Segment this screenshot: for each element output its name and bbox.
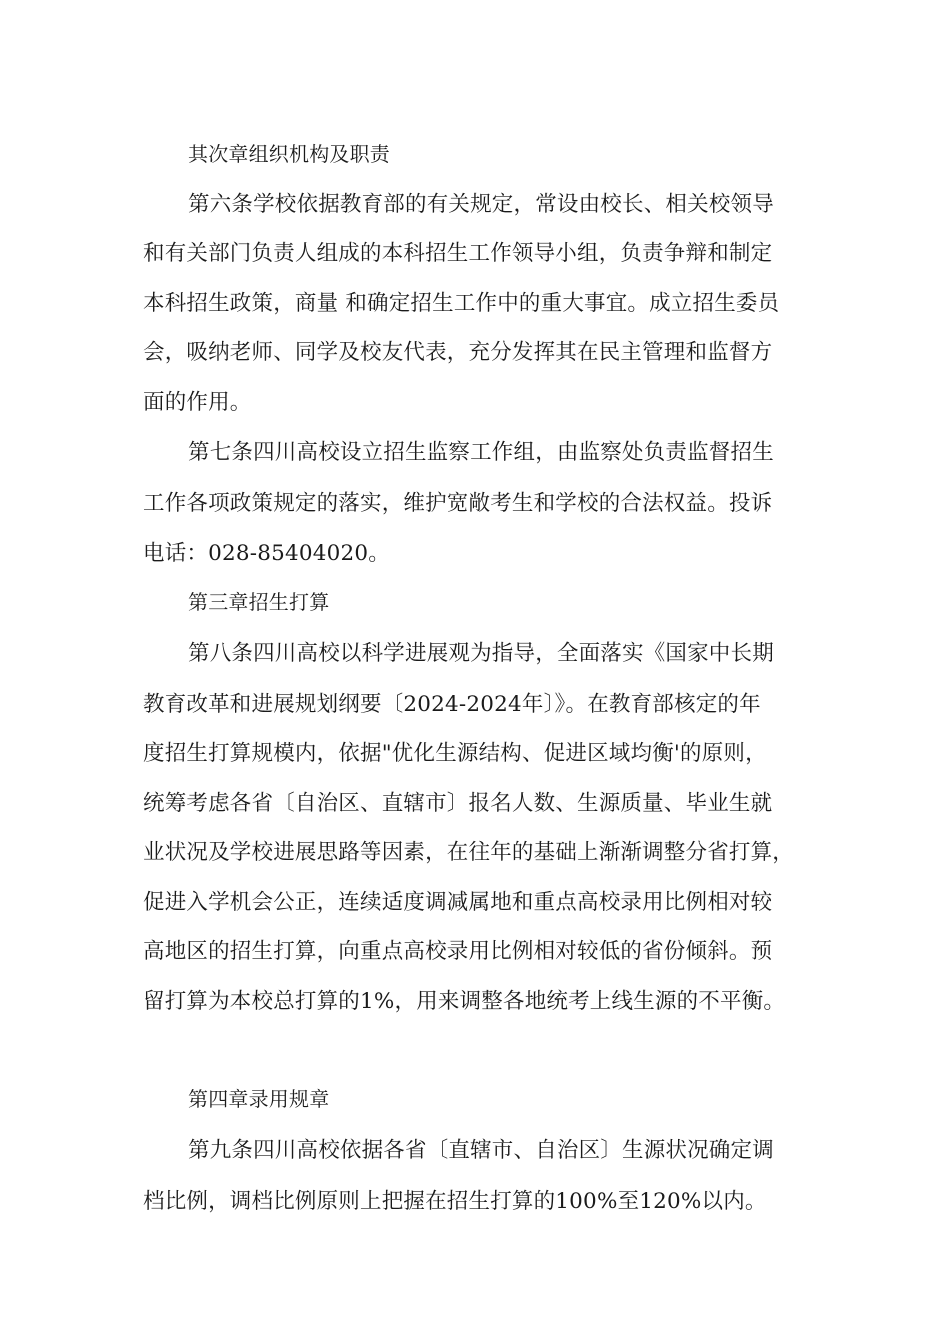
chapter-3-heading: 第三章招生打算: [188, 590, 330, 614]
article-7-paragraph: [143, 427, 808, 578]
document-page: [143, 130, 808, 1226]
paragraph-line: 第八条四川高校以科学进展观为指导，全面落实《国家中长期: [188, 640, 774, 666]
paragraph-line: 电话：028-85404020。: [143, 540, 390, 566]
paragraph-line: 第七条四川高校设立招生监察工作组，由监察处负责监督招生: [188, 440, 774, 465]
paragraph-line: 工作各项政策规定的落实，维护宽敞考生和学校的合法权益。投诉: [143, 491, 773, 516]
paragraph-line: 和有关部门负责人组成的本科招生工作领导小组，负责争辩和制定: [143, 241, 773, 266]
paragraph-line: 面的作用。: [143, 389, 252, 415]
chapter-4-heading: 第四章录用规章: [188, 1087, 330, 1111]
paragraph-line: 档比例，调档比例原则上把握在招生打算的100%至120%以内。: [143, 1188, 767, 1214]
blank-line: [143, 1026, 808, 1075]
paragraph-line: 第九条四川高校依据各省〔直辖市、自治区〕生源状况确定调: [188, 1137, 774, 1163]
article-6-paragraph: [143, 180, 808, 428]
paragraph-line: 度招生打算规模内，依据"优化生源结构、促进区域均衡'的原则，: [143, 741, 767, 766]
article-9-paragraph: [143, 1125, 808, 1227]
paragraph-line: 高地区的招生打算，向重点高校录用比例相对较低的省份倾斜。预: [143, 939, 773, 964]
paragraph-line: 促进入学机会公正，连续适度调减属地和重点高校录用比例相对较: [143, 889, 773, 915]
article-8-paragraph: [143, 628, 808, 1027]
paragraph-line: 业状况及学校进展思路等因素，在往年的基础上渐渐调整分省打算，: [143, 840, 795, 865]
paragraph-line: 教育改革和进展规划纲要〔2024-2024年〕》。在教育部核定的年: [143, 691, 761, 717]
paragraph-line: 本科招生政策，商量 和确定招生工作中的重大事宜。成立招生委员: [143, 290, 780, 316]
paragraph-line: 会，吸纳老师、同学及校友代表，充分发挥其在民主管理和监督方: [143, 340, 773, 365]
paragraph-line: 统筹考虑各省〔自治区、直辖市〕报名人数、生源质量、毕业生就: [143, 790, 773, 816]
paragraph-line: 留打算为本校总打算的1%，用来调整各地统考上线生源的不平衡。: [143, 988, 786, 1014]
chapter-2-heading: 其次章组织机构及职责: [188, 142, 390, 166]
paragraph-line: 第六条学校依据教育部的有关规定，常设由校长、相关校领导: [188, 191, 774, 217]
